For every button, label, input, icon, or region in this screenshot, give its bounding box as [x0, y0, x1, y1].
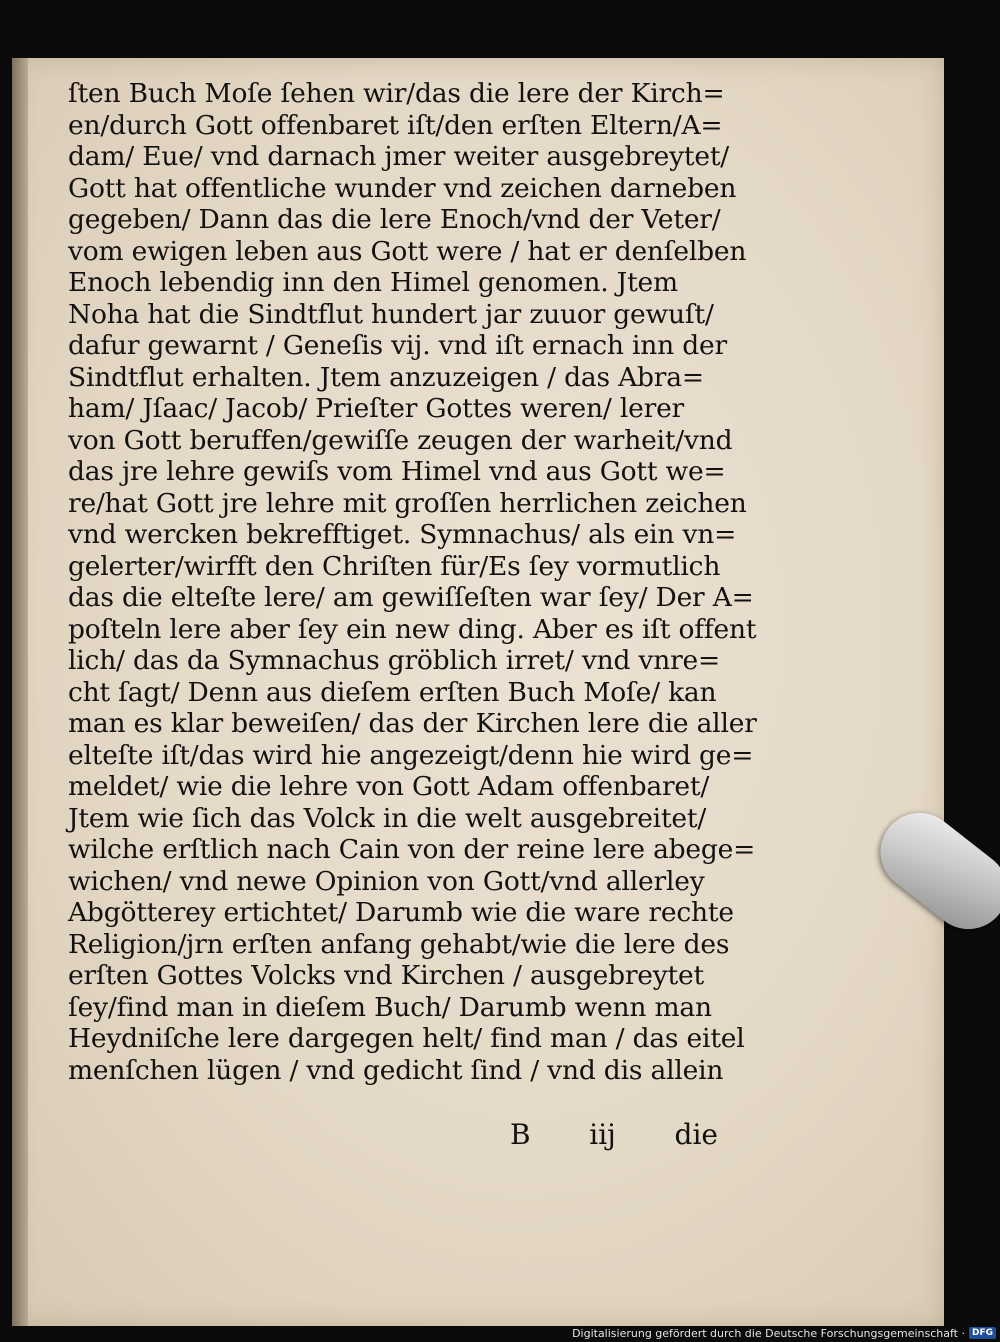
text-line: ſten Buch Moſe ſehen wir/das die lere der Kirch= — [68, 78, 725, 109]
signature-line — [510, 1118, 718, 1152]
text-line: lich/ das da Symnachus gröblich irret/ vnd vnre= — [68, 645, 721, 676]
text-line: gelerter/wirfft den Chriſten für/Es ſey vormutlich — [68, 550, 721, 582]
text-line: dam/ Eue/ vnd darnach jmer weiter ausgebreytet/ — [68, 141, 730, 172]
text-line: Jtem wie ſich das Volck in die welt ausgebreitet/ — [68, 802, 707, 834]
text-line: cht ſagt/ Denn aus dieſem erſten Buch Moſe/ kan — [68, 676, 717, 708]
text-line: Noha hat die Sindtflut hundert jar zuuor gewuſt/ — [68, 298, 714, 330]
text-line: wilche erſtlich nach Cain von der reine lere abege= — [68, 834, 756, 865]
text-line: en/durch Gott offenbaret iſt/den erſten Eltern/A= — [68, 109, 723, 141]
catchword: die — [674, 1118, 718, 1151]
page-edge — [12, 58, 28, 1326]
text-line: Religion/jrn erſten anfang gehabt/wie die lere des — [68, 928, 730, 960]
text-line: poſteln lere aber ſey ein new ding. Aber es iſt offent — [68, 613, 757, 645]
funding-credit: Digitalisierung gefördert durch die Deutsche Forschungsgemeinschaft · — [572, 1326, 965, 1340]
dfg-logo: DFG — [969, 1327, 996, 1339]
text-line: Abgötterey ertichtet/ Darumb wie die ware rechte — [68, 897, 734, 928]
text-line: das die elteſte lere/ am gewiſſeſten war ſey/ Der A= — [68, 582, 754, 613]
text-line: ſey/find man in dieſem Buch/ Darumb wenn man — [68, 991, 712, 1023]
text-line: dafur gewarnt / Geneſis vij. vnd iſt ernach inn der — [68, 330, 727, 361]
text-line: gegeben/ Dann das die lere Enoch/vnd der Veter/ — [68, 204, 721, 235]
text-block — [68, 78, 757, 1086]
text-line: das jre lehre gewiſs vom Himel vnd aus Gott we= — [68, 456, 726, 487]
text-line: re/hat Gott jre lehre mit groſſen herrlichen zeichen — [68, 487, 747, 519]
text-line: wichen/ vnd newe Opinion von Gott/vnd allerley — [68, 865, 705, 897]
footer — [572, 1326, 996, 1340]
text-line: Heydniſche lere dargegen helt/ find man / das eitel — [68, 1023, 745, 1054]
signature-mark: B — [510, 1118, 531, 1151]
text-line: von Gott beruffen/gewiſſe zeugen der warheit/vnd — [68, 424, 733, 456]
text-line: vom ewigen leben aus Gott were / hat er denſelben — [68, 235, 747, 267]
text-line: erſten Gottes Volcks vnd Kirchen / ausgebreytet — [68, 960, 704, 991]
text-line: elteſte iſt/das wird hie angezeigt/denn hie wird ge= — [68, 739, 754, 771]
signature-number: iij — [589, 1118, 616, 1151]
text-line: Enoch lebendig inn den Himel genomen. Jtem — [68, 267, 678, 298]
text-line: menſchen lügen / vnd gedicht ſind / vnd dis allein — [68, 1054, 724, 1086]
text-line: meldet/ wie die lehre von Gott Adam offenbaret/ — [68, 771, 710, 802]
text-line: Gott hat offentliche wunder vnd zeichen darneben — [68, 172, 737, 204]
text-line: ham/ Jſaac/ Jacob/ Prieſter Gottes weren/ lerer — [68, 393, 685, 424]
text-line: vnd wercken bekrefftiget. Symnachus/ als ein vn= — [68, 519, 737, 550]
text-line: man es klar beweiſen/ das der Kirchen lere die aller — [68, 708, 757, 739]
text-line: Sindtflut erhalten. Jtem anzuzeigen / das Abra= — [68, 361, 704, 393]
